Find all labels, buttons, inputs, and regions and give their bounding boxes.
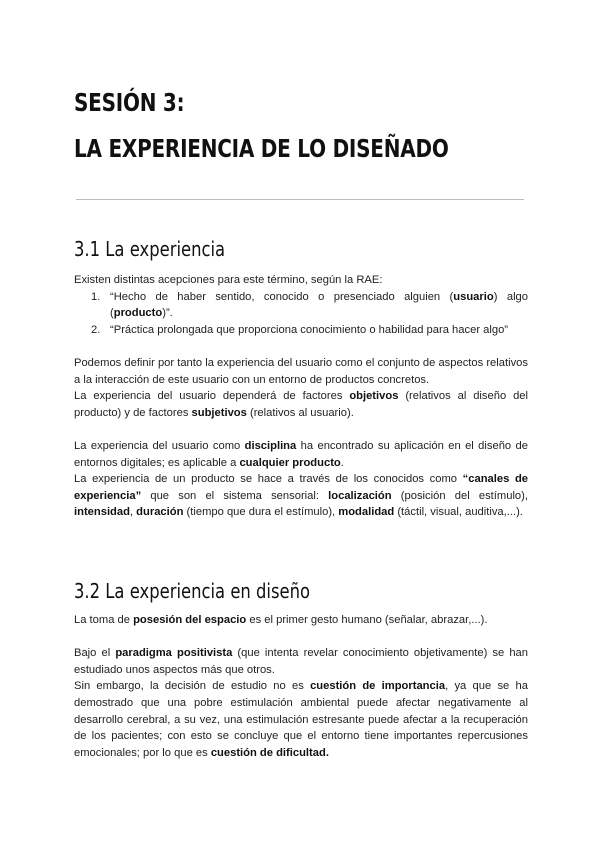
rae-definitions-list [74, 289, 528, 339]
paragraph: Podemos definir por tanto la experiencia del usuario como el conjunto de aspectos relativos a la interacción de este usuario con un entorno de productos concretos. [74, 356, 528, 386]
section-3-1-body [74, 272, 528, 521]
paragraph: La experiencia del usuario dependerá de factores objetivos (relativos al diseño del producto) y de factores subjetivos (relativos al usuario). [74, 390, 529, 419]
paragraph: La toma de posesión del espacio es el primer gesto humano (señalar, abrazar,...). [74, 614, 488, 626]
paragraph: Sin embargo, la decisión de estudio no es cuestión de importancia, ya que se ha demostrado que una pobre estimulación ambiental puede afectar negativamente al desarrollo cerebral, a su vez, una estimulación estresante puede afectar a la recuperación de los pacientes; con esto se concluye que el entorno tiene importantes repercusiones emocionales; por lo que es cuestión de dificultad. [74, 680, 528, 759]
section-3-2-body [74, 612, 528, 761]
section-heading-3-1: 3.1 La experiencia [74, 237, 226, 261]
section-heading-3-2: 3.2 La experiencia en diseño [74, 579, 311, 603]
list-item: 2. “Práctica prolongada que proporciona conocimiento o habilidad para hacer algo” [91, 323, 509, 336]
paragraph: La experiencia del usuario como disciplina ha encontrado su aplicación en el diseño de entornos digitales; es aplicable a cualquier producto. [74, 439, 528, 469]
paragraph: Bajo el paradigma positivista (que intenta revelar conocimiento objetivamente) se han estudiado unos aspectos más que otros. [74, 647, 528, 676]
title-line-1: SESIÓN 3: [74, 88, 185, 117]
title-line-2: LA EXPERIENCIA DE LO DISEÑADO [74, 134, 449, 163]
page-title [74, 80, 449, 172]
list-item: 1. “Hecho de haber sentido, conocido o presenciado alguien (usuario) algo (producto)”. [91, 290, 528, 320]
section-3-1-intro: Existen distintas acepciones para este término, según la RAE: [74, 274, 383, 286]
horizontal-divider [76, 199, 524, 200]
paragraph: La experiencia de un producto se hace a través de los conocidos como “canales de experiencia” que son el sistema sensorial: localización (posición del estímulo), intensidad, duración (tiempo que dura el estímulo), modalidad (táctil, visual, auditiva,...). [74, 473, 528, 519]
